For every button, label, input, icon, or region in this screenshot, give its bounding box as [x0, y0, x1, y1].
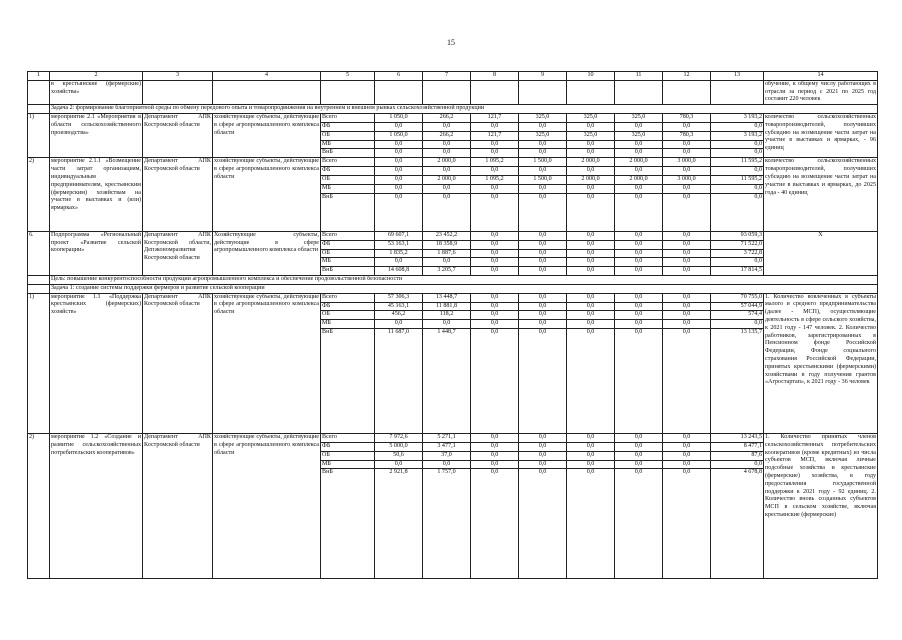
value-cell: 0,0: [663, 231, 711, 240]
value-cell: 456,2: [375, 311, 423, 320]
value-cell: 0,0: [663, 451, 711, 460]
value-cell: 0,0: [663, 184, 711, 193]
goal-title-text: Цель: повышение конкурентоспособности продукции агропромышленного комплекса и обеспечение продовольственной безопасности: [50, 275, 878, 284]
empty-cell: [321, 80, 375, 104]
value-cell: 0,0: [567, 193, 615, 231]
value-cell: 0,0: [567, 328, 615, 433]
fund-label: Всего: [321, 433, 375, 442]
value-cell: 0,0: [519, 240, 567, 249]
fund-label: ФБ: [321, 442, 375, 451]
value-cell: 0,0: [519, 451, 567, 460]
indicator-text: 1. Количество вовлеченных в субъекты малого и среднего предпринимательства (далее - МСП), осуществляющие деятельность в сфере сельского хозяйства, к 2021 году - 147 человек. 2. Количество работников, зарегистрированных в Пенсионном фонде Российской Федерации, Фонде социального страхования Российской Федерации, принятых крестьянскими (фермерскими) хозяйствами в году получения грантов «Агростартап», к 2021 году - 36 человек: [764, 293, 878, 433]
value-cell: 0,0: [423, 149, 471, 158]
value-cell: 2 000,0: [567, 158, 615, 167]
value-cell: 50,6: [375, 451, 423, 460]
value-cell: 0,0: [567, 320, 615, 329]
fund-label: ВнБ: [321, 328, 375, 433]
value-cell: 0,0: [615, 240, 663, 249]
value-cell: 0,0: [615, 302, 663, 311]
value-cell: 0,0: [567, 258, 615, 267]
fund-label: ОБ: [321, 451, 375, 460]
value-cell: 0,0: [519, 258, 567, 267]
header-cell: 14: [764, 72, 878, 81]
value-cell: 0,0: [471, 167, 519, 176]
value-cell: 3 193,2: [711, 113, 764, 122]
header-cell: 5: [321, 72, 375, 81]
value-cell: 0,0: [375, 320, 423, 329]
measure-name: в крестьянские (фермерские) хозяйства»: [50, 80, 143, 104]
value-cell: 0,0: [471, 193, 519, 231]
header-cell: 2: [50, 72, 143, 81]
value-cell: 0,0: [471, 320, 519, 329]
value-cell: 69 607,1: [375, 231, 423, 240]
value-cell: 11 881,8: [423, 302, 471, 311]
value-cell: 93 059,3: [711, 231, 764, 240]
value-cell: 0,0: [423, 193, 471, 231]
empty-cell: [567, 80, 615, 104]
value-cell: 11 595,2: [711, 176, 764, 185]
value-cell: 325,0: [615, 113, 663, 122]
participants: хозяйствующие субъекты, действующие в сфере агропромышленного комплекса области: [213, 433, 321, 578]
value-cell: 18 358,9: [423, 240, 471, 249]
header-cell: 4: [213, 72, 321, 81]
value-cell: 2 000,0: [567, 176, 615, 185]
empty-cell: [471, 80, 519, 104]
value-cell: 0,0: [567, 167, 615, 176]
value-cell: 57 306,3: [375, 293, 423, 302]
value-cell: 8 477,1: [711, 442, 764, 451]
value-cell: 0,0: [711, 193, 764, 231]
value-cell: 1 095,2: [471, 158, 519, 167]
value-cell: 0,0: [711, 167, 764, 176]
value-cell: 1 500,0: [519, 176, 567, 185]
value-cell: 574,4: [711, 311, 764, 320]
indicator-text: количество сельскохозяйственных товаропроизводителей, получивших субсидию на возмещение части затрат на участие в выставках и ярмарках, до 2025 года - 40 единиц: [764, 158, 878, 231]
header-cell: 9: [519, 72, 567, 81]
value-cell: 0,0: [711, 258, 764, 267]
value-cell: 0,0: [471, 311, 519, 320]
value-cell: 37,0: [423, 451, 471, 460]
empty-cell: [28, 105, 50, 114]
value-cell: 325,0: [519, 131, 567, 140]
value-cell: 3 722,8: [711, 249, 764, 258]
value-cell: 11 687,0: [375, 328, 423, 433]
row-number: 1): [28, 293, 50, 433]
value-cell: 0,0: [519, 469, 567, 579]
value-cell: 1 500,0: [519, 158, 567, 167]
value-cell: 0,0: [663, 249, 711, 258]
indicator-text: 1. Количество принятых членов сельскохозяйственных потребительских кооперативов (кроме кредитных) из числа субъектов МСП, включая личные подсобные хозяйства и крестьянские (фермерские) хозяйства, в году предоставления государственной поддержки к 2021 году - 92 единиц. 2. Количество вновь созданных субъектов МСП в сельском хозяйстве, включая крестьянские (фермерские): [764, 433, 878, 578]
empty-cell: [423, 80, 471, 104]
executor: Департамент АПК Костромской области: [143, 293, 213, 433]
row-number: 6.: [28, 231, 50, 275]
value-cell: 0,0: [711, 149, 764, 158]
value-cell: 0,0: [375, 460, 423, 469]
value-cell: 0,0: [567, 184, 615, 193]
row-number: 2): [28, 433, 50, 578]
value-cell: 0,0: [375, 167, 423, 176]
value-cell: 0,0: [471, 469, 519, 579]
value-cell: 0,0: [519, 193, 567, 231]
empty-cell: [28, 284, 50, 293]
value-cell: 2 000,0: [615, 176, 663, 185]
participants: хозяйствующие субъекты, действующие в сфере агропромышленного комплекса области: [213, 293, 321, 433]
value-cell: 0,0: [423, 184, 471, 193]
value-cell: 0,0: [615, 140, 663, 149]
value-cell: 0,0: [471, 302, 519, 311]
value-cell: 0,0: [471, 184, 519, 193]
fund-label: Всего: [321, 113, 375, 122]
value-cell: 266,2: [423, 113, 471, 122]
value-cell: 71 522,0: [711, 240, 764, 249]
value-cell: 0,0: [615, 293, 663, 302]
value-cell: 0,0: [567, 302, 615, 311]
value-cell: 2 921,8: [375, 469, 423, 579]
participants: хозяйствующие субъекты, действующие в сфере агропромышленного комплекса области: [213, 113, 321, 157]
value-cell: 1 050,0: [375, 131, 423, 140]
measure-name: мероприятие 2.1 «Мероприятия в области сельскохозяйственного производства»: [50, 113, 143, 157]
value-cell: 3 000,0: [663, 176, 711, 185]
value-cell: 121,7: [471, 131, 519, 140]
value-cell: 1 095,2: [471, 176, 519, 185]
value-cell: 0,0: [567, 311, 615, 320]
value-cell: 0,0: [711, 122, 764, 131]
fund-label: ФБ: [321, 122, 375, 131]
value-cell: 0,0: [663, 320, 711, 329]
value-cell: 3 477,1: [423, 442, 471, 451]
header-cell: 12: [663, 72, 711, 81]
value-cell: 0,0: [375, 184, 423, 193]
value-cell: 0,0: [567, 249, 615, 258]
value-cell: 118,2: [423, 311, 471, 320]
value-cell: 0,0: [471, 249, 519, 258]
value-cell: 14 608,8: [375, 267, 423, 276]
participants: Хозяйствующие субъекты, действующие в сфере агропромышленного комплекса области: [213, 231, 321, 275]
fund-label: МБ: [321, 140, 375, 149]
measure-name: мероприятие 1.1 «Поддержка крестьянских (фермерских) хозяйств»: [50, 293, 143, 433]
value-cell: 11 595,2: [711, 158, 764, 167]
header-cell: 8: [471, 72, 519, 81]
measure-row: [28, 433, 878, 442]
value-cell: 0,0: [519, 140, 567, 149]
value-cell: 0,0: [519, 167, 567, 176]
value-cell: 0,0: [471, 293, 519, 302]
measure-name: мероприятие 2.1.1 «Возмещение части затрат организациям, индивидуальным предпринимателям, крестьянским (фермерским) хозяйствам на участие в выставках и (или) ярмарках»: [50, 158, 143, 231]
value-cell: 0,0: [423, 258, 471, 267]
header-cell: 10: [567, 72, 615, 81]
value-cell: 0,0: [471, 140, 519, 149]
value-cell: 1 050,0: [375, 113, 423, 122]
value-cell: 0,0: [567, 469, 615, 579]
value-cell: 0,0: [375, 149, 423, 158]
value-cell: 0,0: [567, 122, 615, 131]
executor: Департамент АПК Костромской области, Депэкономразвития Костромской области: [143, 231, 213, 275]
value-cell: 0,0: [663, 240, 711, 249]
fund-label: ВнБ: [321, 149, 375, 158]
measure-name: Подпрограмма «Региональный проект «Развитие сельской кооперации»: [50, 231, 143, 275]
value-cell: 0,0: [519, 184, 567, 193]
value-cell: 0,0: [423, 320, 471, 329]
row-number: [28, 80, 50, 104]
value-cell: 0,0: [615, 122, 663, 131]
fund-label: ОБ: [321, 311, 375, 320]
fund-label: Всего: [321, 231, 375, 240]
value-cell: 2 000,0: [615, 158, 663, 167]
value-cell: 0,0: [471, 451, 519, 460]
page-number: 15: [447, 38, 455, 47]
indicator-text: обучение, к общему числу работающих в отрасли за период с 2021 по 2025 год составит 220 человек: [764, 80, 878, 104]
measure-row: [28, 231, 878, 240]
empty-cell: [213, 80, 321, 104]
value-cell: 0,0: [519, 302, 567, 311]
value-cell: 2 000,0: [423, 176, 471, 185]
value-cell: 266,2: [423, 131, 471, 140]
value-cell: 0,0: [663, 469, 711, 579]
value-cell: 0,0: [519, 122, 567, 131]
value-cell: 0,0: [615, 184, 663, 193]
value-cell: 0,0: [471, 258, 519, 267]
value-cell: 17 814,5: [711, 267, 764, 276]
value-cell: 13 135,7: [711, 328, 764, 433]
task-title-text: Задача 1: создание системы поддержки фермеров и развитие сельской кооперации: [50, 284, 878, 293]
value-cell: 0,0: [519, 267, 567, 276]
header-cell: 7: [423, 72, 471, 81]
value-cell: 325,0: [615, 131, 663, 140]
fund-label: ВнБ: [321, 267, 375, 276]
value-cell: 0,0: [567, 140, 615, 149]
value-cell: 70 755,0: [711, 293, 764, 302]
fund-label: МБ: [321, 184, 375, 193]
value-cell: 0,0: [519, 433, 567, 442]
fund-label: МБ: [321, 320, 375, 329]
value-cell: 3 000,0: [663, 158, 711, 167]
header-cell: 6: [375, 72, 423, 81]
value-cell: 0,0: [375, 122, 423, 131]
value-cell: 0,0: [615, 320, 663, 329]
value-cell: 0,0: [519, 442, 567, 451]
value-cell: 121,7: [471, 113, 519, 122]
measure-row: [28, 158, 878, 167]
value-cell: 0,0: [471, 231, 519, 240]
header-cell: 11: [615, 72, 663, 81]
value-cell: 4 678,8: [711, 469, 764, 579]
empty-cell: [375, 80, 423, 104]
value-cell: 0,0: [519, 328, 567, 433]
value-cell: 0,0: [711, 140, 764, 149]
header-cell: 13: [711, 72, 764, 81]
value-cell: 0,0: [375, 258, 423, 267]
value-cell: 0,0: [567, 442, 615, 451]
value-cell: 0,0: [663, 167, 711, 176]
value-cell: 0,0: [615, 258, 663, 267]
value-cell: 0,0: [567, 293, 615, 302]
value-cell: 0,0: [423, 122, 471, 131]
value-cell: 0,0: [375, 193, 423, 231]
value-cell: 0,0: [519, 231, 567, 240]
value-cell: 0,0: [663, 122, 711, 131]
value-cell: 0,0: [615, 249, 663, 258]
header-row: [28, 72, 878, 81]
value-cell: 1 835,2: [375, 249, 423, 258]
value-cell: 0,0: [663, 302, 711, 311]
value-cell: 1 887,6: [423, 249, 471, 258]
value-cell: 325,0: [519, 113, 567, 122]
value-cell: 0,0: [471, 267, 519, 276]
fund-label: ВнБ: [321, 469, 375, 579]
value-cell: 0,0: [423, 460, 471, 469]
fund-label: ФБ: [321, 240, 375, 249]
value-cell: 3 205,7: [423, 267, 471, 276]
value-cell: 0,0: [711, 320, 764, 329]
indicator-text: X: [764, 231, 878, 275]
value-cell: 53 163,1: [375, 240, 423, 249]
value-cell: 3 193,2: [711, 131, 764, 140]
value-cell: 1 757,0: [423, 469, 471, 579]
value-cell: 0,0: [663, 293, 711, 302]
value-cell: 5 000,0: [375, 442, 423, 451]
value-cell: 0,0: [615, 149, 663, 158]
value-cell: 0,0: [711, 460, 764, 469]
value-cell: 0,0: [375, 176, 423, 185]
value-cell: 325,0: [567, 113, 615, 122]
value-cell: 0,0: [615, 460, 663, 469]
value-cell: 0,0: [423, 140, 471, 149]
task-title-text: Задача 2: формирование благоприятной среды по обмену передового опыта и товаропродвижения на внутреннем и внешнем рынках сельскохозяйственной продукции: [50, 105, 878, 114]
value-cell: 0,0: [711, 184, 764, 193]
value-cell: 1 448,7: [423, 328, 471, 433]
row-number: 1): [28, 113, 50, 157]
value-cell: 0,0: [471, 240, 519, 249]
value-cell: 7 972,6: [375, 433, 423, 442]
value-cell: 23 452,2: [423, 231, 471, 240]
value-cell: 0,0: [615, 167, 663, 176]
value-cell: 0,0: [663, 311, 711, 320]
measure-name: мероприятие 1.2 «Создание и развитие сельскохозяйственных потребительских кооперативов»: [50, 433, 143, 578]
value-cell: 0,0: [471, 433, 519, 442]
goal-title: [28, 275, 878, 284]
value-cell: 0,0: [615, 451, 663, 460]
value-cell: 5 271,1: [423, 433, 471, 442]
value-cell: 0,0: [567, 240, 615, 249]
value-cell: 0,0: [375, 158, 423, 167]
value-cell: 0,0: [567, 267, 615, 276]
task-title: [28, 284, 878, 293]
value-cell: 0,0: [519, 460, 567, 469]
value-cell: 13 243,5: [711, 433, 764, 442]
empty-cell: [519, 80, 567, 104]
value-cell: 0,0: [615, 442, 663, 451]
executor: Департамент АПК Костромской области: [143, 433, 213, 578]
value-cell: 2 000,0: [423, 158, 471, 167]
value-cell: 0,0: [615, 469, 663, 579]
indicator-text: количество сельскохозяйственных товаропроизводителей, получивших субсидию на возмещение части затрат на участие в выставках и ярмарках, - 96 единиц: [764, 113, 878, 157]
value-cell: 0,0: [471, 442, 519, 451]
value-cell: 325,0: [567, 131, 615, 140]
participants: хозяйствующие субъекты, действующие в сфере агропромышленного комплекса области: [213, 158, 321, 231]
value-cell: 0,0: [663, 460, 711, 469]
fund-label: МБ: [321, 460, 375, 469]
fund-label: ОБ: [321, 249, 375, 258]
value-cell: 0,0: [471, 328, 519, 433]
value-cell: 0,0: [615, 267, 663, 276]
value-cell: 0,0: [663, 193, 711, 231]
value-cell: 0,0: [663, 433, 711, 442]
value-cell: 0,0: [663, 442, 711, 451]
fund-label: ВнБ: [321, 193, 375, 231]
fund-label: ФБ: [321, 302, 375, 311]
empty-cell: [663, 80, 711, 104]
value-cell: 780,3: [663, 113, 711, 122]
value-cell: 0,0: [519, 293, 567, 302]
value-cell: 0,0: [519, 311, 567, 320]
value-cell: 0,0: [663, 258, 711, 267]
value-cell: 0,0: [567, 231, 615, 240]
value-cell: 57 044,9: [711, 302, 764, 311]
value-cell: 0,0: [519, 249, 567, 258]
fund-label: ФБ: [321, 167, 375, 176]
value-cell: 87,6: [711, 451, 764, 460]
value-cell: 0,0: [615, 328, 663, 433]
value-cell: 0,0: [471, 122, 519, 131]
empty-cell: [28, 275, 50, 284]
header-cell: 3: [143, 72, 213, 81]
value-cell: 0,0: [375, 140, 423, 149]
value-cell: 0,0: [615, 311, 663, 320]
fund-label: Всего: [321, 293, 375, 302]
header-cell: 1: [28, 72, 50, 81]
task-title: [28, 105, 878, 114]
value-cell: 780,3: [663, 131, 711, 140]
executor: Департамент АПК Костромской области: [143, 113, 213, 157]
value-cell: 45 163,1: [375, 302, 423, 311]
measure-row: [28, 293, 878, 302]
value-cell: 0,0: [567, 149, 615, 158]
value-cell: 0,0: [615, 231, 663, 240]
fund-label: ОБ: [321, 176, 375, 185]
value-cell: 0,0: [663, 149, 711, 158]
value-cell: 0,0: [615, 193, 663, 231]
value-cell: 0,0: [519, 149, 567, 158]
fund-label: МБ: [321, 258, 375, 267]
value-cell: 0,0: [663, 328, 711, 433]
empty-cell: [143, 80, 213, 104]
value-cell: 0,0: [519, 320, 567, 329]
row-number: 2): [28, 158, 50, 231]
program-table: [27, 71, 878, 579]
continuation-row: [28, 80, 878, 104]
value-cell: 0,0: [567, 433, 615, 442]
value-cell: 0,0: [663, 267, 711, 276]
fund-label: Всего: [321, 158, 375, 167]
value-cell: 0,0: [567, 451, 615, 460]
measure-row: [28, 113, 878, 122]
value-cell: 0,0: [471, 460, 519, 469]
empty-cell: [711, 80, 764, 104]
value-cell: 0,0: [423, 167, 471, 176]
value-cell: 0,0: [471, 149, 519, 158]
executor: Департамент АПК Костромской области: [143, 158, 213, 231]
value-cell: 0,0: [615, 433, 663, 442]
fund-label: ОБ: [321, 131, 375, 140]
value-cell: 13 448,7: [423, 293, 471, 302]
value-cell: 0,0: [663, 140, 711, 149]
empty-cell: [615, 80, 663, 104]
value-cell: 0,0: [567, 460, 615, 469]
